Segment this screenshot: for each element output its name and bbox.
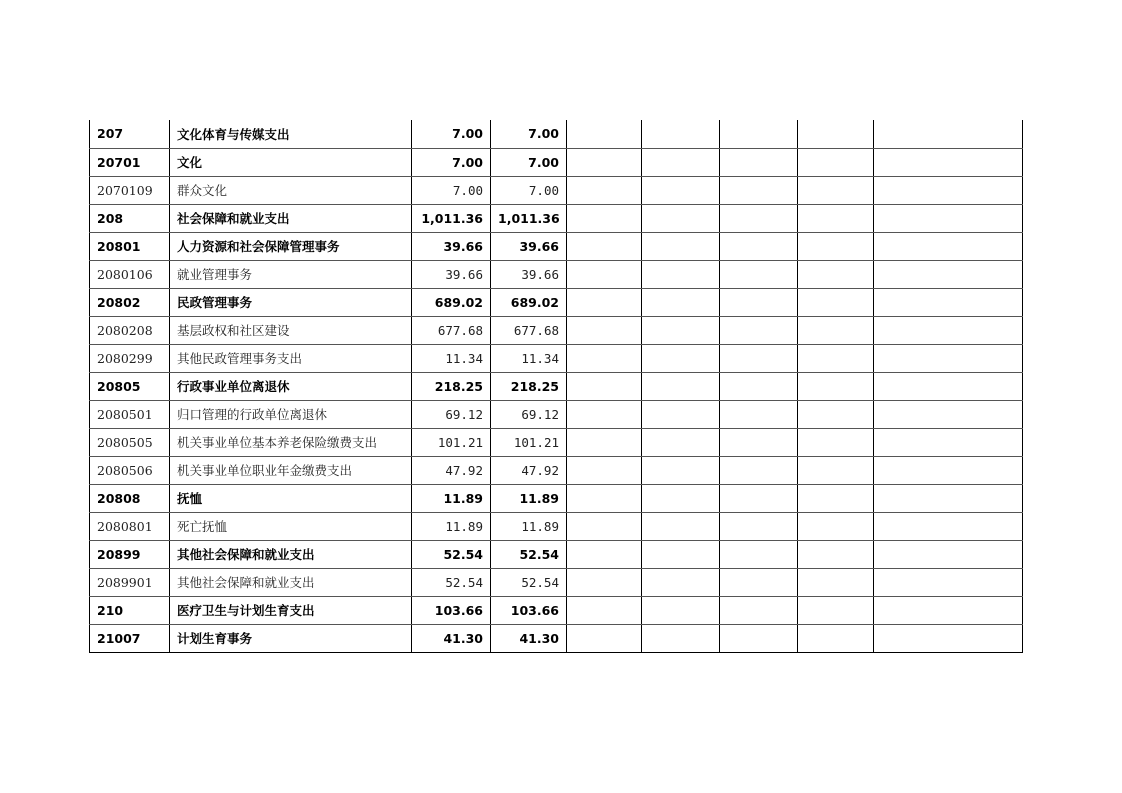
- empty-cell: [567, 540, 642, 568]
- empty-cell: [642, 456, 720, 484]
- subject-code-cell: 2080106: [90, 260, 170, 288]
- total-amount-cell: 39.66: [412, 260, 491, 288]
- subject-code-cell: 20805: [90, 372, 170, 400]
- empty-cell: [567, 400, 642, 428]
- budget-sheet: [89, 120, 1022, 653]
- empty-cell: [642, 400, 720, 428]
- total-amount-cell: 1,011.36: [412, 204, 491, 232]
- empty-cell: [567, 316, 642, 344]
- table-row: [90, 428, 1023, 456]
- empty-cell: [567, 204, 642, 232]
- empty-cell: [798, 204, 874, 232]
- budget-table-body: [90, 120, 1023, 652]
- basic-amount-cell: 7.00: [491, 176, 567, 204]
- subject-name-cell: 群众文化: [170, 176, 412, 204]
- empty-cell: [874, 120, 1023, 148]
- empty-cell: [874, 316, 1023, 344]
- subject-code-cell: 207: [90, 120, 170, 148]
- empty-cell: [720, 372, 798, 400]
- table-row: [90, 568, 1023, 596]
- empty-cell: [642, 120, 720, 148]
- total-amount-cell: 41.30: [412, 624, 491, 652]
- empty-cell: [720, 148, 798, 176]
- empty-cell: [567, 260, 642, 288]
- basic-amount-cell: 41.30: [491, 624, 567, 652]
- empty-cell: [720, 176, 798, 204]
- subject-code-cell: 20701: [90, 148, 170, 176]
- total-amount-cell: 7.00: [412, 176, 491, 204]
- total-amount-cell: 69.12: [412, 400, 491, 428]
- empty-cell: [874, 344, 1023, 372]
- basic-amount-cell: 218.25: [491, 372, 567, 400]
- empty-cell: [720, 568, 798, 596]
- table-row: [90, 232, 1023, 260]
- table-row: [90, 596, 1023, 624]
- empty-cell: [720, 316, 798, 344]
- table-row: [90, 512, 1023, 540]
- basic-amount-cell: 677.68: [491, 316, 567, 344]
- empty-cell: [798, 428, 874, 456]
- total-amount-cell: 52.54: [412, 540, 491, 568]
- total-amount-cell: 39.66: [412, 232, 491, 260]
- basic-amount-cell: 11.89: [491, 512, 567, 540]
- table-row: [90, 316, 1023, 344]
- empty-cell: [720, 344, 798, 372]
- empty-cell: [642, 176, 720, 204]
- empty-cell: [642, 344, 720, 372]
- table-row: [90, 120, 1023, 148]
- empty-cell: [720, 484, 798, 512]
- subject-name-cell: 机关事业单位职业年金缴费支出: [170, 456, 412, 484]
- empty-cell: [642, 540, 720, 568]
- subject-code-cell: 208: [90, 204, 170, 232]
- empty-cell: [720, 540, 798, 568]
- empty-cell: [798, 456, 874, 484]
- empty-cell: [567, 120, 642, 148]
- empty-cell: [567, 372, 642, 400]
- empty-cell: [642, 372, 720, 400]
- basic-amount-cell: 39.66: [491, 260, 567, 288]
- empty-cell: [642, 596, 720, 624]
- empty-cell: [720, 120, 798, 148]
- empty-cell: [798, 176, 874, 204]
- total-amount-cell: 7.00: [412, 148, 491, 176]
- subject-code-cell: 20801: [90, 232, 170, 260]
- empty-cell: [798, 148, 874, 176]
- subject-name-cell: 民政管理事务: [170, 288, 412, 316]
- empty-cell: [874, 260, 1023, 288]
- empty-cell: [567, 428, 642, 456]
- empty-cell: [798, 400, 874, 428]
- empty-cell: [874, 176, 1023, 204]
- table-row: [90, 176, 1023, 204]
- empty-cell: [642, 232, 720, 260]
- total-amount-cell: 11.34: [412, 344, 491, 372]
- basic-amount-cell: 103.66: [491, 596, 567, 624]
- table-row: [90, 484, 1023, 512]
- basic-amount-cell: 39.66: [491, 232, 567, 260]
- empty-cell: [642, 260, 720, 288]
- total-amount-cell: 47.92: [412, 456, 491, 484]
- total-amount-cell: 218.25: [412, 372, 491, 400]
- empty-cell: [798, 372, 874, 400]
- empty-cell: [567, 624, 642, 652]
- subject-name-cell: 社会保障和就业支出: [170, 204, 412, 232]
- basic-amount-cell: 52.54: [491, 568, 567, 596]
- empty-cell: [874, 148, 1023, 176]
- empty-cell: [798, 624, 874, 652]
- basic-amount-cell: 7.00: [491, 148, 567, 176]
- empty-cell: [874, 540, 1023, 568]
- empty-cell: [642, 148, 720, 176]
- empty-cell: [798, 596, 874, 624]
- subject-code-cell: 20808: [90, 484, 170, 512]
- basic-amount-cell: 101.21: [491, 428, 567, 456]
- subject-code-cell: 210: [90, 596, 170, 624]
- basic-amount-cell: 52.54: [491, 540, 567, 568]
- empty-cell: [567, 512, 642, 540]
- table-row: [90, 148, 1023, 176]
- empty-cell: [720, 596, 798, 624]
- empty-cell: [874, 204, 1023, 232]
- empty-cell: [567, 596, 642, 624]
- subject-code-cell: 2089901: [90, 568, 170, 596]
- table-row: [90, 204, 1023, 232]
- empty-cell: [798, 316, 874, 344]
- empty-cell: [567, 288, 642, 316]
- empty-cell: [874, 428, 1023, 456]
- subject-name-cell: 死亡抚恤: [170, 512, 412, 540]
- subject-code-cell: 2080208: [90, 316, 170, 344]
- table-row: [90, 400, 1023, 428]
- empty-cell: [567, 176, 642, 204]
- subject-code-cell: 2080506: [90, 456, 170, 484]
- empty-cell: [720, 624, 798, 652]
- empty-cell: [567, 456, 642, 484]
- empty-cell: [567, 484, 642, 512]
- empty-cell: [642, 624, 720, 652]
- subject-name-cell: 文化体育与传媒支出: [170, 120, 412, 148]
- table-row: [90, 288, 1023, 316]
- table-row: [90, 456, 1023, 484]
- empty-cell: [567, 148, 642, 176]
- total-amount-cell: 103.66: [412, 596, 491, 624]
- empty-cell: [874, 624, 1023, 652]
- table-row: [90, 372, 1023, 400]
- empty-cell: [798, 288, 874, 316]
- empty-cell: [874, 596, 1023, 624]
- empty-cell: [720, 232, 798, 260]
- empty-cell: [720, 400, 798, 428]
- subject-code-cell: 21007: [90, 624, 170, 652]
- subject-name-cell: 人力资源和社会保障管理事务: [170, 232, 412, 260]
- total-amount-cell: 11.89: [412, 484, 491, 512]
- empty-cell: [720, 260, 798, 288]
- empty-cell: [567, 568, 642, 596]
- subject-code-cell: 2080299: [90, 344, 170, 372]
- empty-cell: [798, 120, 874, 148]
- subject-name-cell: 计划生育事务: [170, 624, 412, 652]
- basic-amount-cell: 689.02: [491, 288, 567, 316]
- empty-cell: [874, 512, 1023, 540]
- subject-code-cell: 2080801: [90, 512, 170, 540]
- total-amount-cell: 7.00: [412, 120, 491, 148]
- empty-cell: [642, 484, 720, 512]
- empty-cell: [798, 512, 874, 540]
- empty-cell: [642, 204, 720, 232]
- subject-name-cell: 基层政权和社区建设: [170, 316, 412, 344]
- empty-cell: [720, 204, 798, 232]
- subject-name-cell: 机关事业单位基本养老保险缴费支出: [170, 428, 412, 456]
- total-amount-cell: 677.68: [412, 316, 491, 344]
- subject-name-cell: 其他社会保障和就业支出: [170, 568, 412, 596]
- budget-table: [89, 120, 1023, 653]
- empty-cell: [720, 456, 798, 484]
- empty-cell: [874, 400, 1023, 428]
- subject-name-cell: 归口管理的行政单位离退休: [170, 400, 412, 428]
- subject-code-cell: 2080501: [90, 400, 170, 428]
- subject-code-cell: 2080505: [90, 428, 170, 456]
- subject-name-cell: 其他民政管理事务支出: [170, 344, 412, 372]
- basic-amount-cell: 69.12: [491, 400, 567, 428]
- table-row: [90, 540, 1023, 568]
- basic-amount-cell: 7.00: [491, 120, 567, 148]
- total-amount-cell: 101.21: [412, 428, 491, 456]
- empty-cell: [798, 344, 874, 372]
- table-row: [90, 624, 1023, 652]
- empty-cell: [798, 540, 874, 568]
- total-amount-cell: 689.02: [412, 288, 491, 316]
- empty-cell: [874, 484, 1023, 512]
- table-row: [90, 260, 1023, 288]
- empty-cell: [874, 232, 1023, 260]
- empty-cell: [720, 512, 798, 540]
- subject-code-cell: 20899: [90, 540, 170, 568]
- subject-name-cell: 其他社会保障和就业支出: [170, 540, 412, 568]
- empty-cell: [874, 372, 1023, 400]
- empty-cell: [720, 288, 798, 316]
- subject-name-cell: 文化: [170, 148, 412, 176]
- total-amount-cell: 11.89: [412, 512, 491, 540]
- empty-cell: [798, 484, 874, 512]
- empty-cell: [567, 232, 642, 260]
- table-row: [90, 344, 1023, 372]
- empty-cell: [874, 456, 1023, 484]
- empty-cell: [874, 568, 1023, 596]
- empty-cell: [642, 316, 720, 344]
- subject-name-cell: 抚恤: [170, 484, 412, 512]
- basic-amount-cell: 11.89: [491, 484, 567, 512]
- empty-cell: [642, 428, 720, 456]
- subject-name-cell: 就业管理事务: [170, 260, 412, 288]
- empty-cell: [642, 288, 720, 316]
- subject-name-cell: 医疗卫生与计划生育支出: [170, 596, 412, 624]
- total-amount-cell: 52.54: [412, 568, 491, 596]
- empty-cell: [874, 288, 1023, 316]
- empty-cell: [798, 232, 874, 260]
- empty-cell: [798, 260, 874, 288]
- empty-cell: [798, 568, 874, 596]
- basic-amount-cell: 11.34: [491, 344, 567, 372]
- subject-code-cell: 2070109: [90, 176, 170, 204]
- basic-amount-cell: 1,011.36: [491, 204, 567, 232]
- subject-code-cell: 20802: [90, 288, 170, 316]
- empty-cell: [642, 512, 720, 540]
- empty-cell: [642, 568, 720, 596]
- subject-name-cell: 行政事业单位离退休: [170, 372, 412, 400]
- basic-amount-cell: 47.92: [491, 456, 567, 484]
- empty-cell: [567, 344, 642, 372]
- empty-cell: [720, 428, 798, 456]
